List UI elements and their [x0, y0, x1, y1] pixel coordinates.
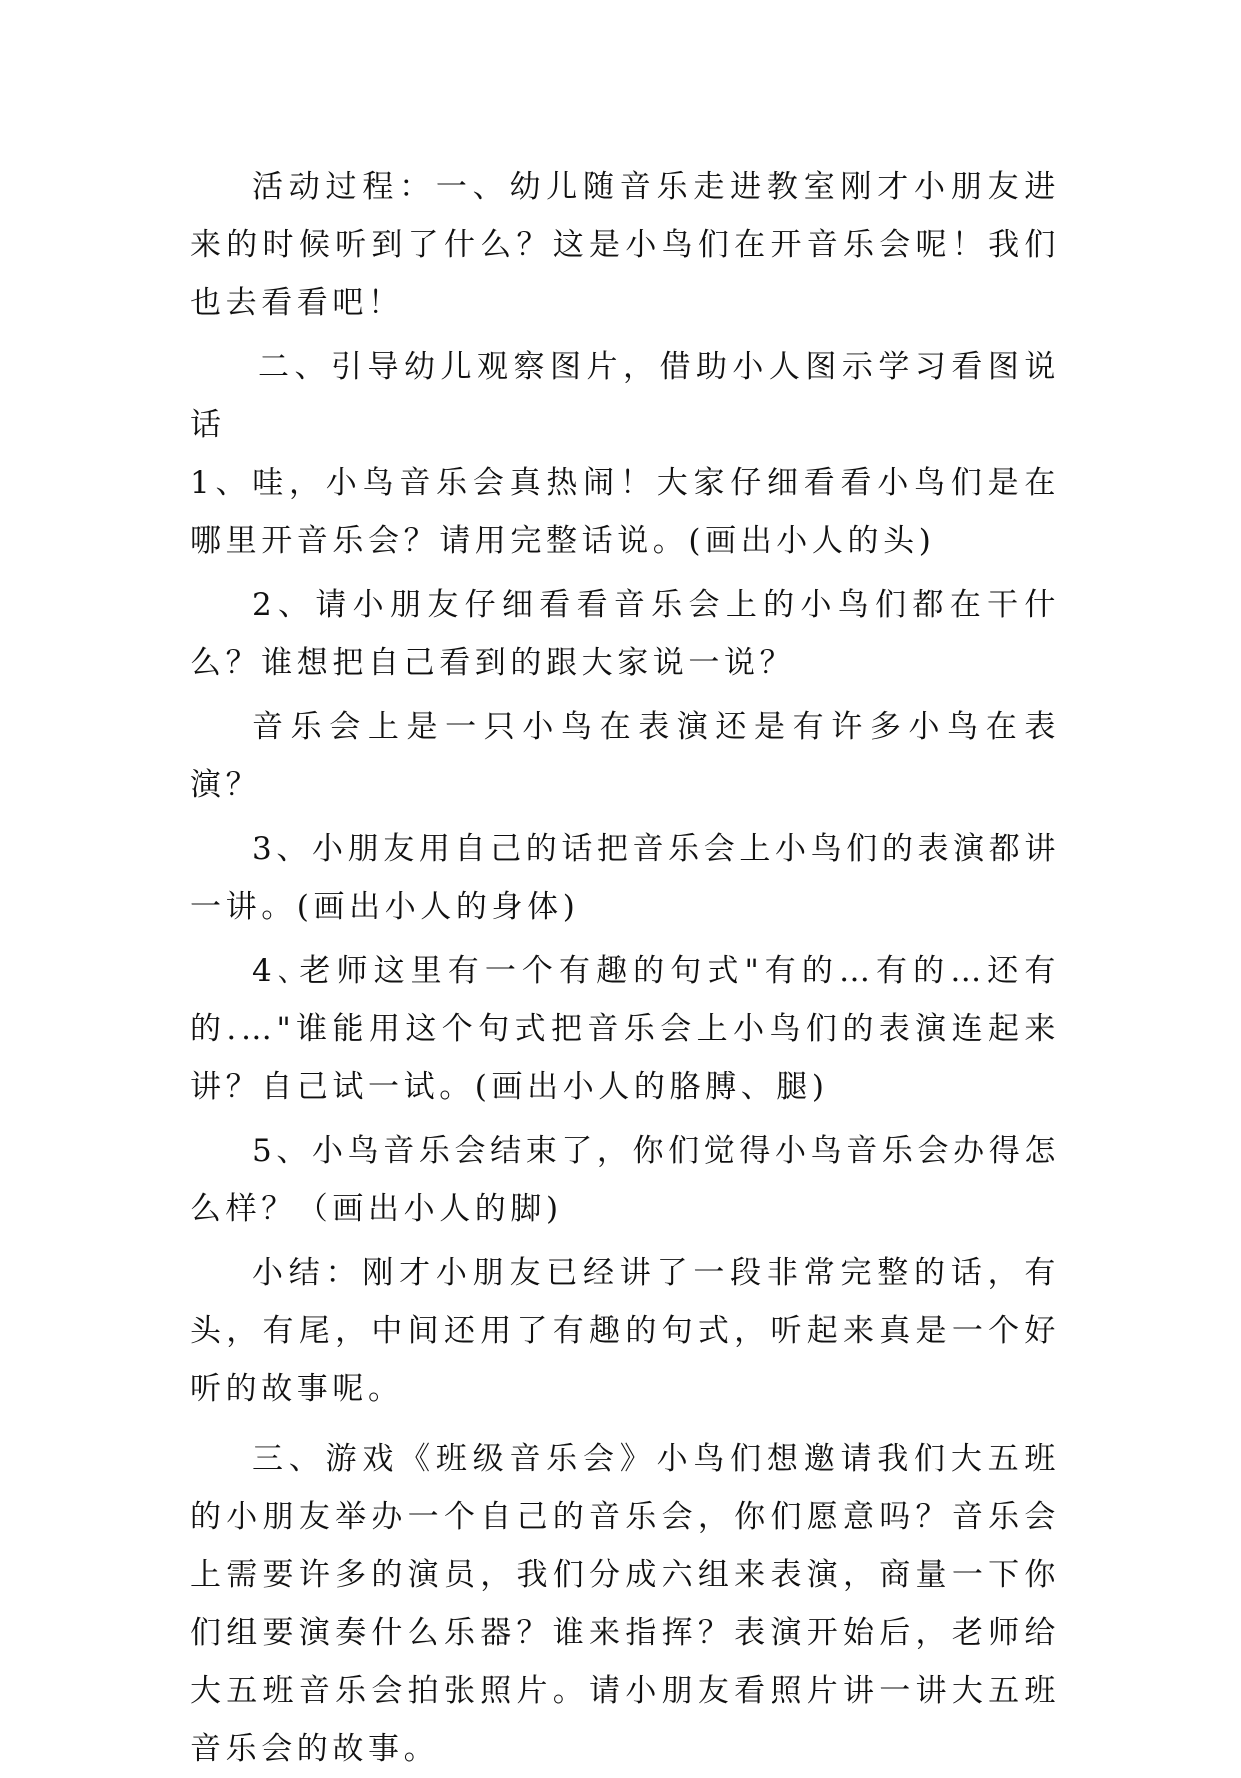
paragraph-activity-process: 活动过程：一、幼儿随音乐走进教室刚才小朋友进来的时候听到了什么？这是小鸟们在开音乐会呢！我们也去看看吧！ [190, 169, 1060, 321]
paragraph-item-3: 3、小朋友用自己的话把音乐会上小鸟们的表演都讲一讲。(画出小人的身体) [190, 831, 1060, 925]
document-page [190, 158, 1060, 1778]
paragraph-item-1: 1、哇，小鸟音乐会真热闹！大家仔细看看小鸟们是在哪里开音乐会？请用完整话说。(画出小人的头) [190, 465, 1060, 559]
paragraph-item-2: 2、请小朋友仔细看看音乐会上的小鸟们都在干什么？谁想把自己看到的跟大家说一说？ [190, 587, 1060, 681]
paragraph-section-two: 二、引导幼儿观察图片，借助小人图示学习看图说话 [190, 349, 1060, 443]
paragraph-item-5: 5、小鸟音乐会结束了，你们觉得小鸟音乐会办得怎么样？（画出小人的脚) [190, 1133, 1060, 1227]
paragraph-summary: 小结：刚才小朋友已经讲了一段非常完整的话，有头，有尾，中间还用了有趣的句式，听起来真是一个好听的故事呢。 [190, 1255, 1060, 1407]
paragraph-item-4: 4､老师这里有一个有趣的句式"有的…有的…还有的.…"谁能用这个句式把音乐会上小鸟们的表演连起来讲？自己试一试。(画出小人的胳膊、腿) [190, 953, 1060, 1105]
paragraph-question: 音乐会上是一只小鸟在表演还是有许多小鸟在表演？ [190, 709, 1060, 803]
paragraph-section-three: 三、游戏《班级音乐会》小鸟们想邀请我们大五班的小朋友举办一个自己的音乐会，你们愿意吗？音乐会上需要许多的演员，我们分成六组来表演，商量一下你们组要演奏什么乐器？谁来指挥？表演开始后，老师给大五班音乐会拍张照片。请小朋友看照片讲一讲大五班音乐会的故事。 [190, 1441, 1060, 1767]
